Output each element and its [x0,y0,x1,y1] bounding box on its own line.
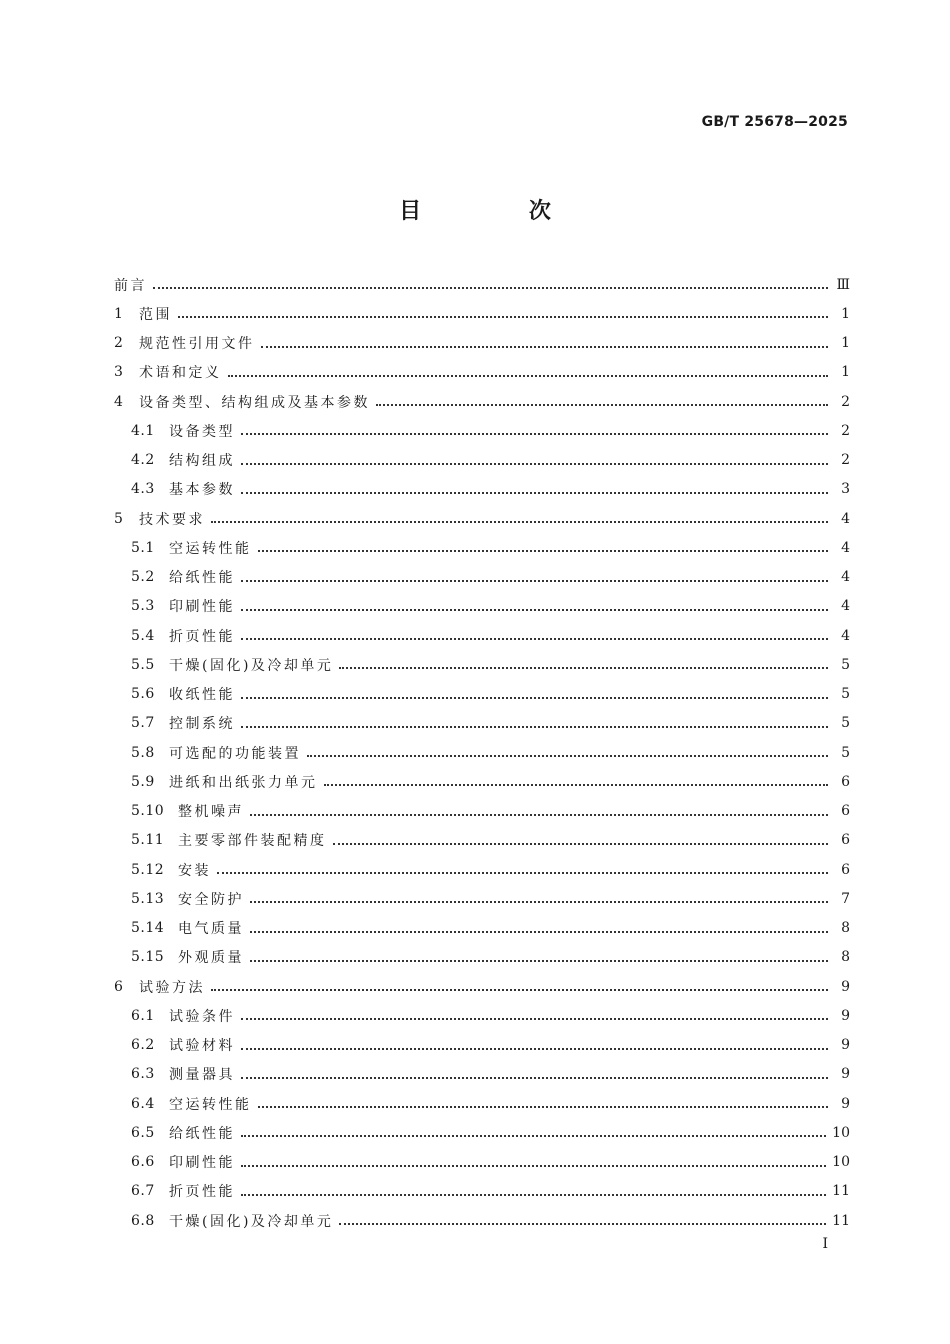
toc-entry-number: 5.4 [131,627,155,644]
toc-entry-number: 2 [114,335,124,352]
page-number: Ⅰ [822,1236,828,1252]
toc-entry-number: 5.1 [131,539,155,556]
dot-leader [241,1076,828,1079]
toc-entry-title: 前言 [114,277,147,294]
toc-entry-page: 4 [841,569,850,586]
dot-leader [250,959,828,962]
toc-entry-number: 5.14 [131,920,165,937]
toc-entry-title: 进纸和出纸张力单元 [169,774,318,791]
toc-entry-page: 9 [841,1007,850,1024]
toc-entry-title: 基本参数 [169,482,235,499]
toc-entry-number: 6.4 [131,1095,155,1112]
toc-entry[interactable] [114,943,850,972]
toc-entry[interactable] [114,972,850,1001]
dot-leader [211,988,828,991]
toc-entry-number: 6.7 [131,1183,155,1200]
toc-entry-page: 9 [841,1037,850,1054]
toc-entry-page: 6 [841,773,850,790]
toc-entry-title: 空运转性能 [169,1096,252,1113]
toc-entry-page: 9 [841,1066,850,1083]
dot-leader [333,842,829,845]
toc-entry-number: 6.3 [131,1066,155,1083]
dot-leader [241,579,828,582]
toc-entry-page: Ⅲ [836,276,850,293]
toc-entry[interactable] [114,329,850,358]
toc-entry-title: 范围 [139,306,172,323]
toc-entry-number: 1 [114,305,124,322]
toc-entry-number: 5.8 [131,744,155,761]
toc-entry[interactable] [114,358,850,387]
dot-leader [241,1193,826,1196]
toc-entry[interactable] [114,855,850,884]
toc-entry-number: 5.6 [131,686,155,703]
dot-leader [241,432,828,435]
dot-leader [241,1134,826,1137]
toc-entry-number: 4 [114,393,124,410]
toc-entry-title: 试验条件 [169,1008,235,1025]
toc-entry[interactable] [114,884,850,913]
toc-entry-title: 试验方法 [139,979,205,996]
dot-leader [241,1164,826,1167]
toc-entry-title: 结构组成 [169,453,235,470]
toc-entry-page: 4 [841,627,850,644]
toc-entry-number: 5.12 [131,861,165,878]
toc-entry-number: 6.6 [131,1154,155,1171]
toc-entry-number: 6.2 [131,1037,155,1054]
toc-entry-title: 控制系统 [169,716,235,733]
toc-entry-title: 规范性引用文件 [139,336,255,353]
toc-entry-title: 设备类型 [169,423,235,440]
toc-entry[interactable] [114,1089,850,1118]
toc-entry-title: 设备类型、结构组成及基本参数 [139,394,370,411]
toc-entry[interactable] [114,1001,850,1030]
toc-entry[interactable] [114,767,850,796]
toc-entry-title: 测量器具 [169,1067,235,1084]
toc-entry-number: 6.8 [131,1212,155,1229]
toc-entry-page: 8 [841,920,850,937]
toc-entry-page: 4 [841,510,850,527]
toc-entry-number: 5 [114,510,124,527]
dot-leader [241,1017,828,1020]
toc-entry-page: 2 [841,393,850,410]
document-code: GB/T 25678—2025 [701,114,848,130]
toc-entry-title: 折页性能 [169,628,235,645]
toc-entry-page: 10 [832,1154,850,1171]
toc-entry[interactable] [114,270,850,299]
dot-leader [241,462,828,465]
toc-entry-title: 整机噪声 [178,804,244,821]
toc-entry-page: 3 [841,481,850,498]
dot-leader [250,930,828,933]
toc-entry[interactable] [114,738,850,767]
toc-entry[interactable] [114,914,850,943]
toc-entry[interactable] [114,563,850,592]
toc-entry-number: 4.1 [131,422,155,439]
toc-entry-number: 6 [114,978,124,995]
toc-entry[interactable] [114,680,850,709]
dot-leader [258,549,829,552]
toc-entry-title: 安装 [178,862,211,879]
toc-entry-number: 5.9 [131,773,155,790]
toc-entry-number: 5.2 [131,569,155,586]
toc-entry-title: 技术要求 [139,511,205,528]
toc-entry-title: 给纸性能 [169,1125,235,1142]
toc-entry-page: 9 [841,978,850,995]
toc-entry-title: 折页性能 [169,1184,235,1201]
toc-entry-page: 4 [841,539,850,556]
dot-leader [178,315,828,318]
toc-entry-title: 外观质量 [178,950,244,967]
dot-leader [217,871,828,874]
toc-entry-title: 电气质量 [178,921,244,938]
toc-entry-title: 给纸性能 [169,570,235,587]
dot-leader [307,754,828,757]
toc-entry-title: 术语和定义 [139,365,222,382]
toc-entry-page: 5 [841,686,850,703]
toc-entry[interactable] [114,416,850,445]
dot-leader [228,374,829,377]
toc-entry-title: 主要零部件装配精度 [178,833,327,850]
dot-leader [241,1047,828,1050]
toc-entry[interactable] [114,533,850,562]
toc-entry-page: 4 [841,598,850,615]
toc-entry-page: 7 [841,890,850,907]
dot-leader [376,403,828,406]
dot-leader [241,637,828,640]
toc-entry-page: 8 [841,949,850,966]
toc-entry-page: 5 [841,656,850,673]
dot-leader [153,286,828,289]
toc-entry-title: 干燥(固化)及冷却单元 [169,1213,334,1230]
toc-entry-number: 3 [114,364,124,381]
toc-entry-page: 6 [841,803,850,820]
toc-entry[interactable] [114,387,850,416]
dot-leader [258,1105,829,1108]
toc-entry[interactable] [114,592,850,621]
toc-entry-title: 空运转性能 [169,540,252,557]
dot-leader [241,491,828,494]
dot-leader [241,696,828,699]
toc-entry-number: 5.15 [131,949,165,966]
toc-entry[interactable] [114,826,850,855]
table-of-contents [114,270,850,1235]
toc-entry-page: 2 [841,422,850,439]
toc-entry-title: 印刷性能 [169,599,235,616]
toc-entry-page: 1 [841,364,850,381]
page-title: 目 次 [399,199,601,224]
toc-entry-title: 收纸性能 [169,687,235,704]
toc-entry-page: 10 [832,1124,850,1141]
toc-entry[interactable] [114,1206,850,1235]
toc-entry[interactable] [114,446,850,475]
toc-entry-number: 5.10 [131,803,165,820]
toc-entry-number: 4.3 [131,481,155,498]
toc-entry-number: 5.13 [131,890,165,907]
toc-entry-page: 5 [841,715,850,732]
toc-entry-number: 4.2 [131,452,155,469]
toc-entry[interactable] [114,504,850,533]
toc-entry[interactable] [114,299,850,328]
toc-entry[interactable] [114,621,850,650]
toc-entry[interactable] [114,650,850,679]
dot-leader [324,783,829,786]
toc-entry-page: 6 [841,861,850,878]
toc-entry-number: 6.1 [131,1007,155,1024]
toc-entry[interactable] [114,1148,850,1177]
toc-entry-number: 5.7 [131,715,155,732]
dot-leader [339,1222,826,1225]
toc-entry-title: 可选配的功能装置 [169,745,301,762]
toc-entry[interactable] [114,709,850,738]
dot-leader [241,725,828,728]
toc-entry-page: 5 [841,744,850,761]
toc-entry-number: 6.5 [131,1124,155,1141]
toc-entry[interactable] [114,1060,850,1089]
toc-entry-number: 5.5 [131,656,155,673]
dot-leader [261,345,829,348]
toc-entry-page: 1 [841,335,850,352]
toc-entry-page: 9 [841,1095,850,1112]
toc-entry[interactable] [114,475,850,504]
dot-leader [339,666,828,669]
toc-entry-page: 1 [841,305,850,322]
toc-entry-page: 11 [832,1183,850,1200]
toc-entry-page: 2 [841,452,850,469]
dot-leader [211,520,828,523]
toc-entry-number: 5.11 [131,832,165,849]
toc-entry[interactable] [114,1118,850,1147]
dot-leader [250,813,828,816]
toc-entry-title: 安全防护 [178,891,244,908]
dot-leader [250,900,828,903]
toc-entry-page: 11 [832,1212,850,1229]
toc-entry[interactable] [114,1177,850,1206]
toc-entry-title: 印刷性能 [169,1155,235,1172]
toc-entry-page: 6 [841,832,850,849]
toc-entry-number: 5.3 [131,598,155,615]
toc-entry-title: 试验材料 [169,1038,235,1055]
toc-entry-title: 干燥(固化)及冷却单元 [169,657,334,674]
toc-entry[interactable] [114,797,850,826]
dot-leader [241,608,828,611]
toc-entry[interactable] [114,1031,850,1060]
